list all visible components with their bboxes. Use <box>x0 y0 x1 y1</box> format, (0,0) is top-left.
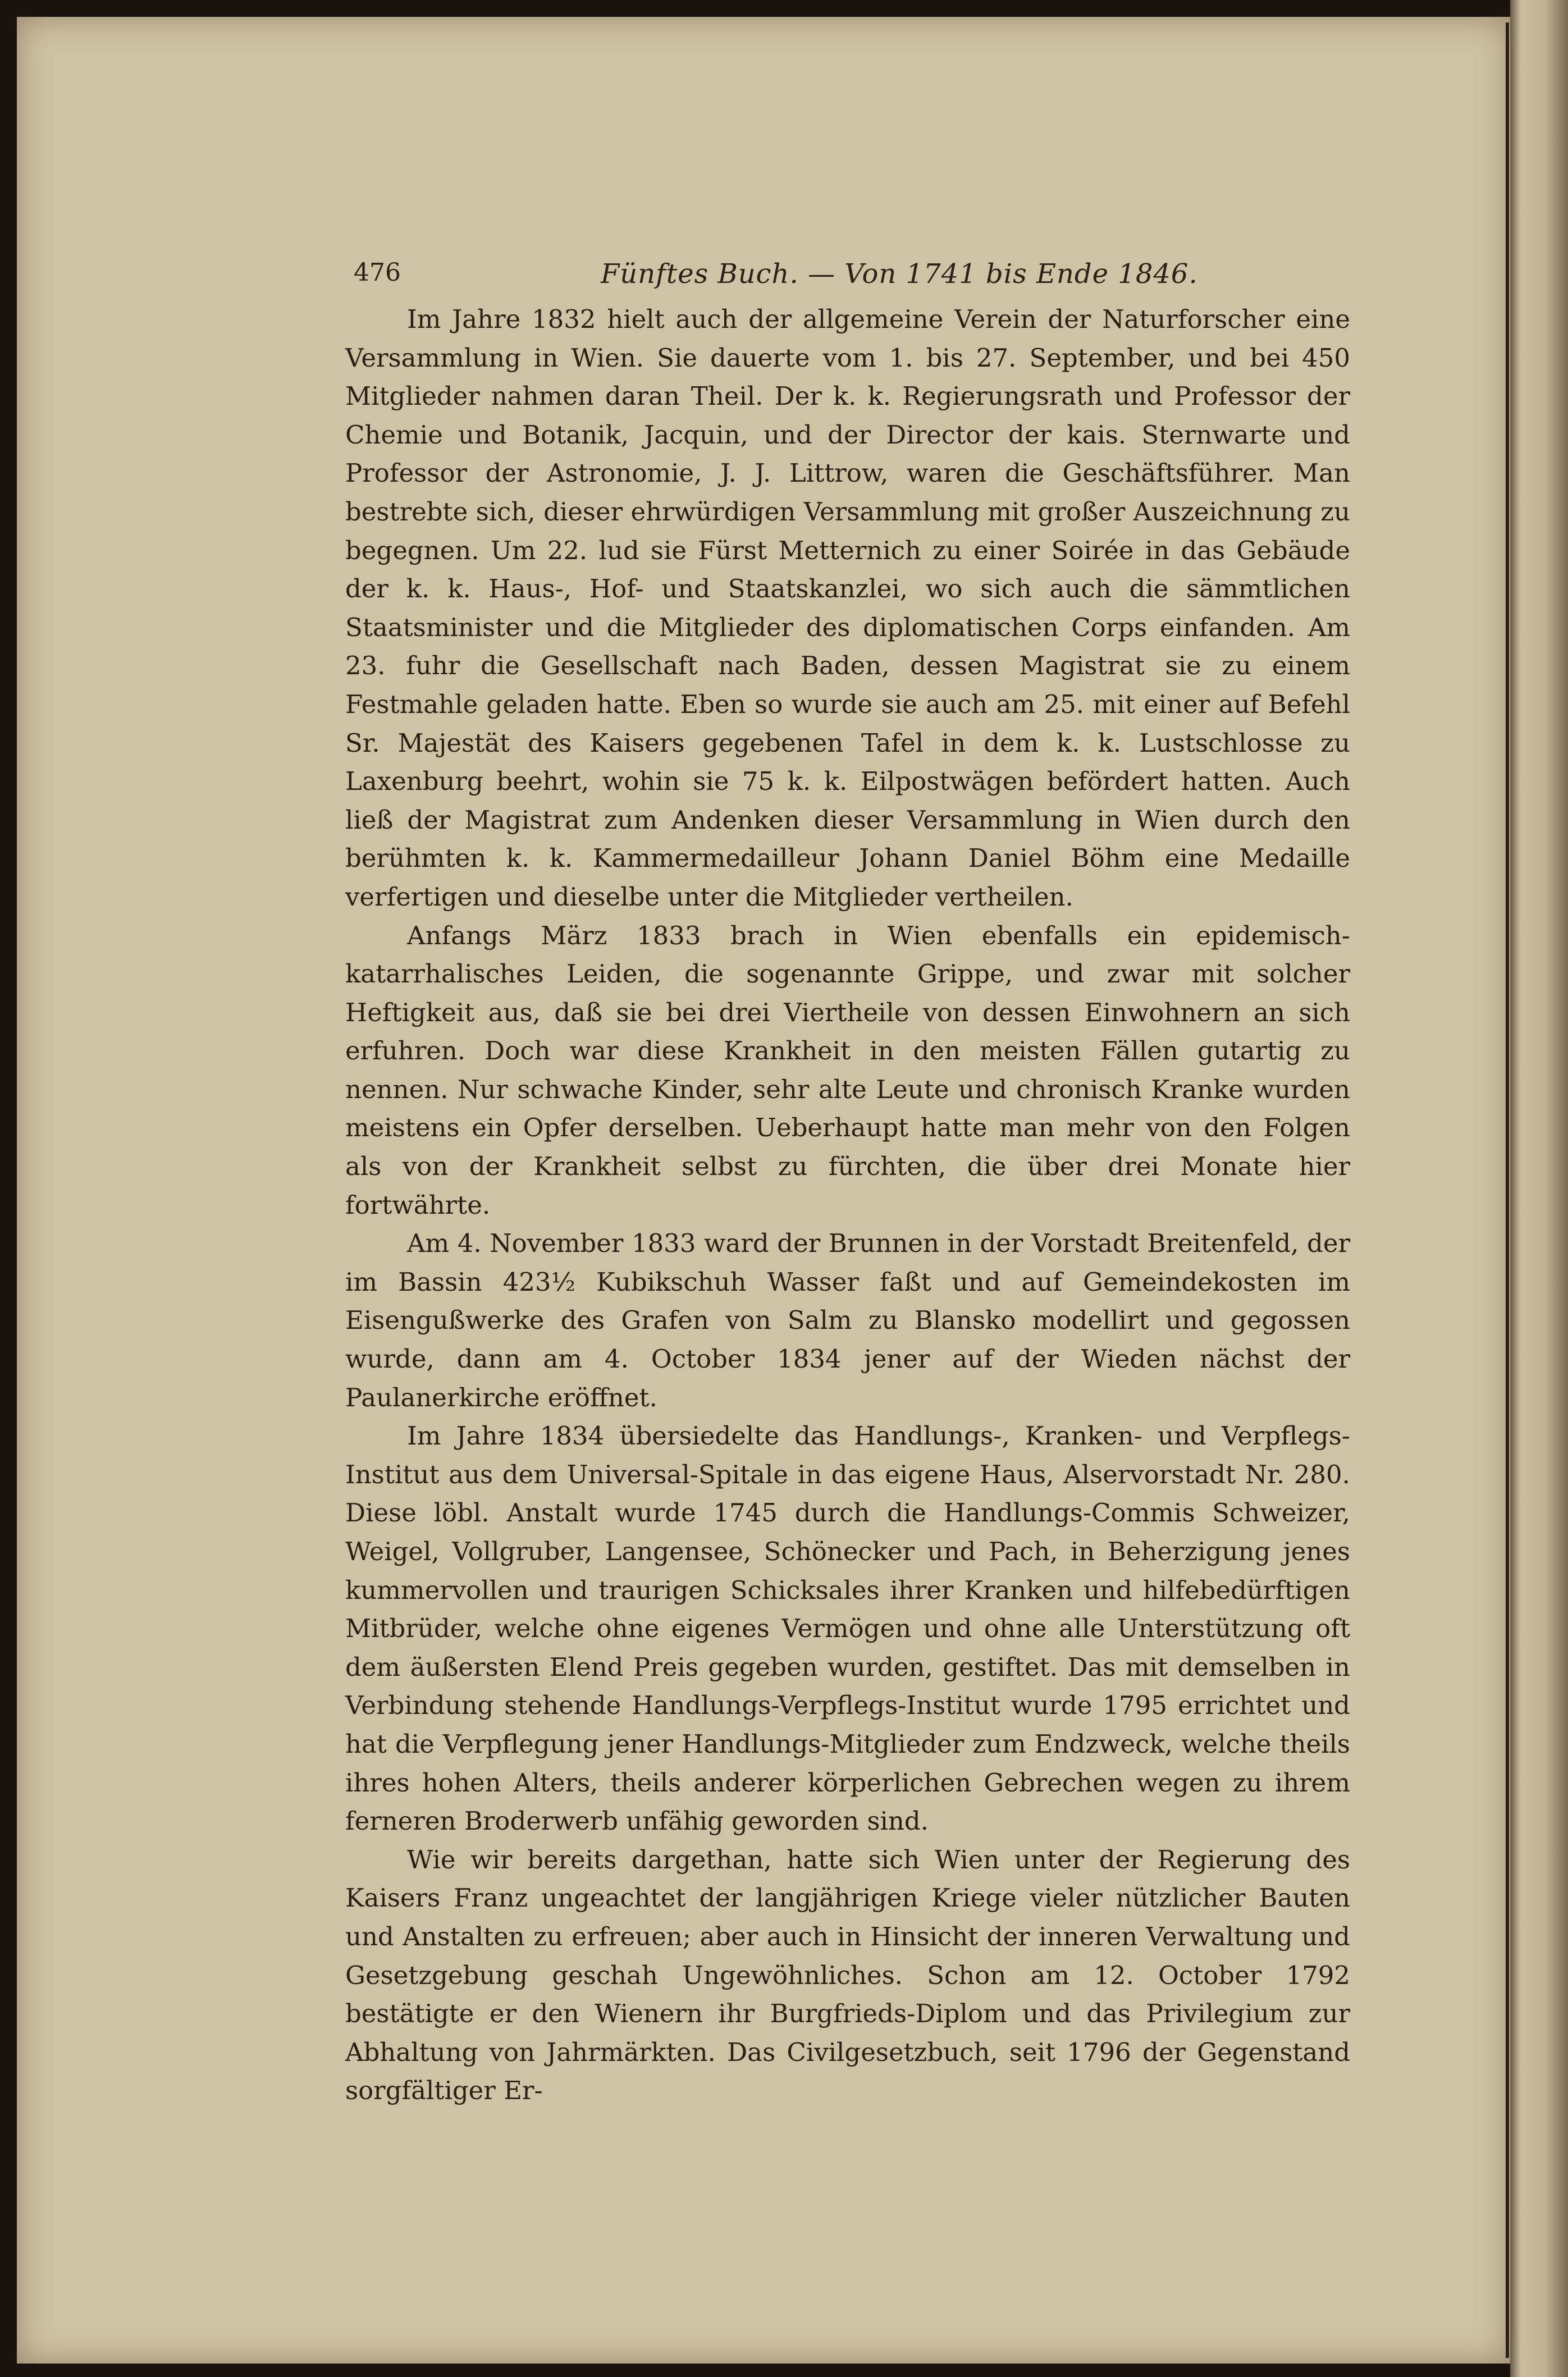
page-number: 476 <box>354 258 401 287</box>
paragraph: Im Jahre 1832 hielt auch der allgemeine Verein der Naturforscher eine Versammlung in Wien. Sie dauerte vom 1. bis 27. September, und bei 450 Mitglieder nahmen daran Theil. Der k. k. Regierungsrath und Professor der Chemie und Botanik, Jacquin, und der Director der kais. Sternwarte und Professor der Astronomie, J. J. Littrow, waren die Geschäftsführer. Man bestrebte sich, dieser ehrwürdigen Versammlung mit großer Auszeichnung zu begegnen. Um 22. lud sie Fürst Metternich zu einer Soirée in das Gebäude der k. k. Haus-, Hof- und Staatskanzlei, wo sich auch die sämmtlichen Staatsminister und die Mitglieder des diplomatischen Corps einfanden. Am 23. fuhr die Gesellschaft nach Baden, dessen Magistrat sie zu einem Festmahle geladen hatte. Eben so wurde sie auch am 25. mit einer auf Befehl Sr. Majestät des Kaisers gegebenen Tafel in dem k. k. Lustschlosse zu Laxenburg beehrt, wohin sie 75 k. k. Eilpostwägen befördert hatten. Auch ließ der Magistrat zum Andenken dieser Versammlung in Wien durch den berühmten k. k. Kammermedailleur Johann Daniel Böhm eine Medaille verfertigen und dieselbe unter die Mitglieder vertheilen. <box>345 304 1350 912</box>
running-title: Fünftes Buch. — Von 1741 bis Ende 1846. <box>601 258 1198 290</box>
paragraph: Am 4. November 1833 ward der Brunnen in der Vorstadt Breitenfeld, der im Bassin 423½ Kubikschuh Wasser faßt und auf Gemeindekosten im Eisengußwerke des Grafen von Salm zu Blansko modellirt und gegossen wurde, dann am 4. October 1834 jener auf der Wieden nächst der Paulanerkirche eröffnet. <box>345 1228 1350 1413</box>
book-page <box>17 17 1510 2364</box>
paragraph: Im Jahre 1834 übersiedelte das Handlungs-, Kranken- und Verpflegs-Institut aus dem Universal-Spitale in das eigene Haus, Alservorstadt Nr. 280. Diese löbl. Anstalt wurde 1745 durch die Handlungs-Commis Schweizer, Weigel, Vollgruber, Langensee, Schönecker und Pach, in Beherzigung jenes kummervollen und traurigen Schicksales ihrer Kranken und hilfebedürftigen Mitbrüder, welche ohne eigenes Vermögen und ohne alle Unterstützung oft dem äußersten Elend Preis gegeben wurden, gestiftet. Das mit demselben in Verbindung stehende Handlungs-Verpflegs-Institut wurde 1795 errichtet und hat die Verpflegung jener Handlungs-Mitglieder zum Endzweck, welche theils ihres hohen Alters, theils anderer körperlichen Gebrechen wegen zu ihrem ferneren Broderwerb unfähig geworden sind. <box>345 1421 1350 1836</box>
facing-page-edge <box>1510 0 1568 2377</box>
paragraph: Wie wir bereits dargethan, hatte sich Wien unter der Regierung des Kaisers Franz ungeachtet der langjährigen Kriege vieler nützlicher Bauten und Anstalten zu erfreuen; aber auch in Hinsicht der inneren Verwaltung und Gesetzgebung geschah Ungewöhnliches. Schon am 12. October 1792 bestätigte er den Wienern ihr Burgfrieds-Diplom und das Privilegium zur Abhaltung von Jahrmärkten. Das Civilgesetzbuch, seit 1796 der Gegenstand sorgfältiger Er- <box>345 1844 1350 2106</box>
page-edge-shadow <box>1506 22 1509 2358</box>
paragraph: Anfangs März 1833 brach in Wien ebenfalls ein epidemisch-katarrhalisches Leiden, die sogenannte Grippe, und zwar mit solcher Heftigkeit aus, daß sie bei drei Viertheile von dessen Einwohnern an sich erfuhren. Doch war diese Krankheit in den meisten Fällen gutartig zu nennen. Nur schwache Kinder, sehr alte Leute und chronisch Kranke wurden meistens ein Opfer derselben. Ueberhaupt hatte man mehr von den Folgen als von der Krankheit selbst zu fürchten, die über drei Monate hier fortwährte. <box>345 920 1350 1220</box>
body-text <box>345 300 1350 2110</box>
